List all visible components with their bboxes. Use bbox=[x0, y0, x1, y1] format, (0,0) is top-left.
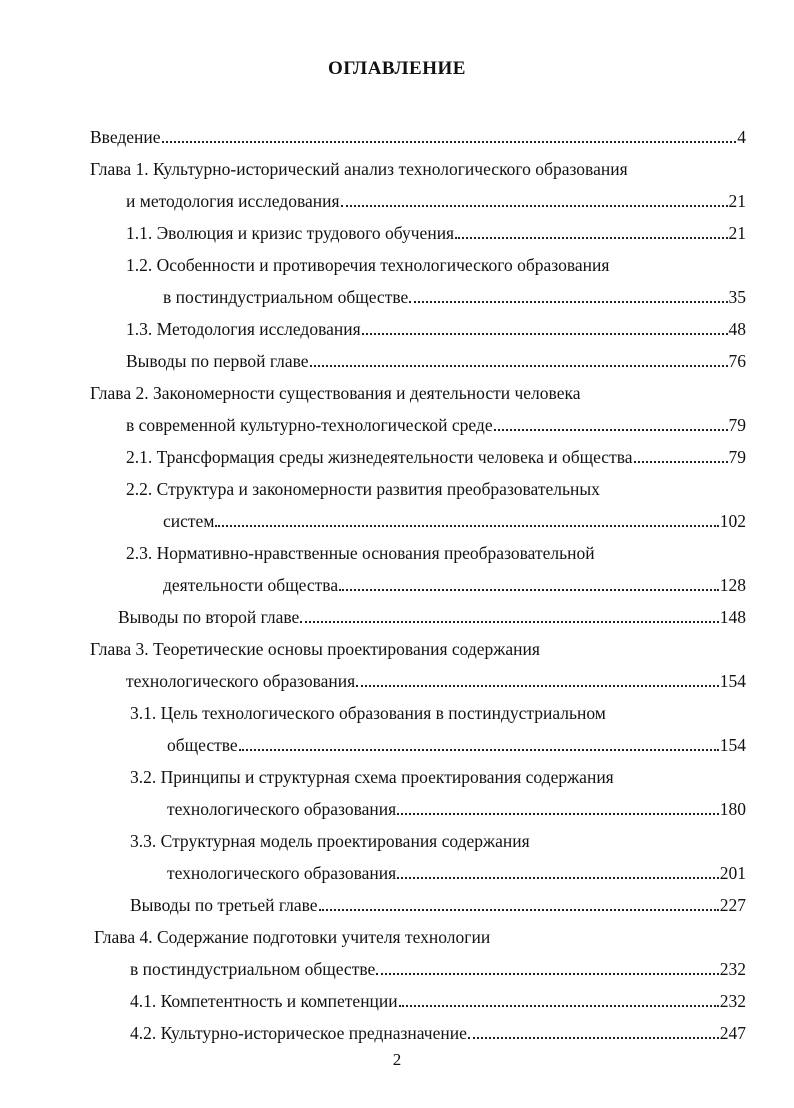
toc-entry: технологического образования 201 bbox=[167, 863, 746, 883]
toc-section-heading: 3.2. Принципы и структурная схема проектирования содержания bbox=[130, 767, 614, 787]
toc-section-heading: 2.3. Нормативно-нравственные основания преобразовательной bbox=[126, 543, 595, 563]
toc-entry: Выводы по первой главе 76 bbox=[126, 351, 746, 371]
toc-entry: 4.2. Культурно-историческое предназначение 247 bbox=[130, 1023, 746, 1043]
toc-chapter-heading: Глава 4. Содержание подготовки учителя технологии bbox=[94, 927, 491, 947]
toc-entry: технологического образования 154 bbox=[126, 671, 746, 691]
toc-entry: 4.1. Компетентность и компетенции 232 bbox=[130, 991, 746, 1011]
toc-entry: в постиндустриальном обществе 232 bbox=[130, 959, 746, 979]
toc-entry: 2.1. Трансформация среды жизнедеятельности человека и общества 79 bbox=[126, 447, 746, 467]
toc-section-heading: 3.1. Цель технологического образования в постиндустриальном bbox=[130, 703, 606, 723]
toc-entry: технологического образования 180 bbox=[167, 799, 746, 819]
toc-section-heading: 2.2. Структура и закономерности развития преобразовательных bbox=[126, 479, 600, 499]
toc-entry: Введение 4 bbox=[90, 127, 746, 147]
toc-entry: систем 102 bbox=[163, 511, 746, 531]
toc-entry: 1.1. Эволюция и кризис трудового обучения 21 bbox=[126, 223, 746, 243]
toc-entry: Выводы по второй главе 148 bbox=[118, 607, 746, 627]
toc-entry: деятельности общества 128 bbox=[163, 575, 746, 595]
toc-entry: в постиндустриальном обществе 35 bbox=[163, 287, 746, 307]
toc-section-heading: 3.3. Структурная модель проектирования содержания bbox=[130, 831, 530, 851]
toc-entry: 1.3. Методология исследования 48 bbox=[126, 319, 746, 339]
toc-chapter-heading: Глава 3. Теоретические основы проектирования содержания bbox=[90, 639, 540, 659]
toc-entry: Выводы по третьей главе 227 bbox=[130, 895, 746, 915]
toc-section-heading: 1.2. Особенности и противоречия технологического образования bbox=[126, 255, 610, 275]
toc-entry: обществе 154 bbox=[167, 735, 746, 755]
page-title: ОГЛАВЛЕНИЕ bbox=[328, 58, 466, 79]
toc-entry: и методология исследования 21 bbox=[126, 191, 746, 211]
page-number: 2 bbox=[392, 1050, 402, 1069]
toc-chapter-heading: Глава 2. Закономерности существования и деятельности человека bbox=[90, 383, 581, 403]
toc-entry: в современной культурно-технологической среде 79 bbox=[126, 415, 746, 435]
toc-chapter-heading: Глава 1. Культурно-исторический анализ технологического образования bbox=[90, 159, 628, 179]
